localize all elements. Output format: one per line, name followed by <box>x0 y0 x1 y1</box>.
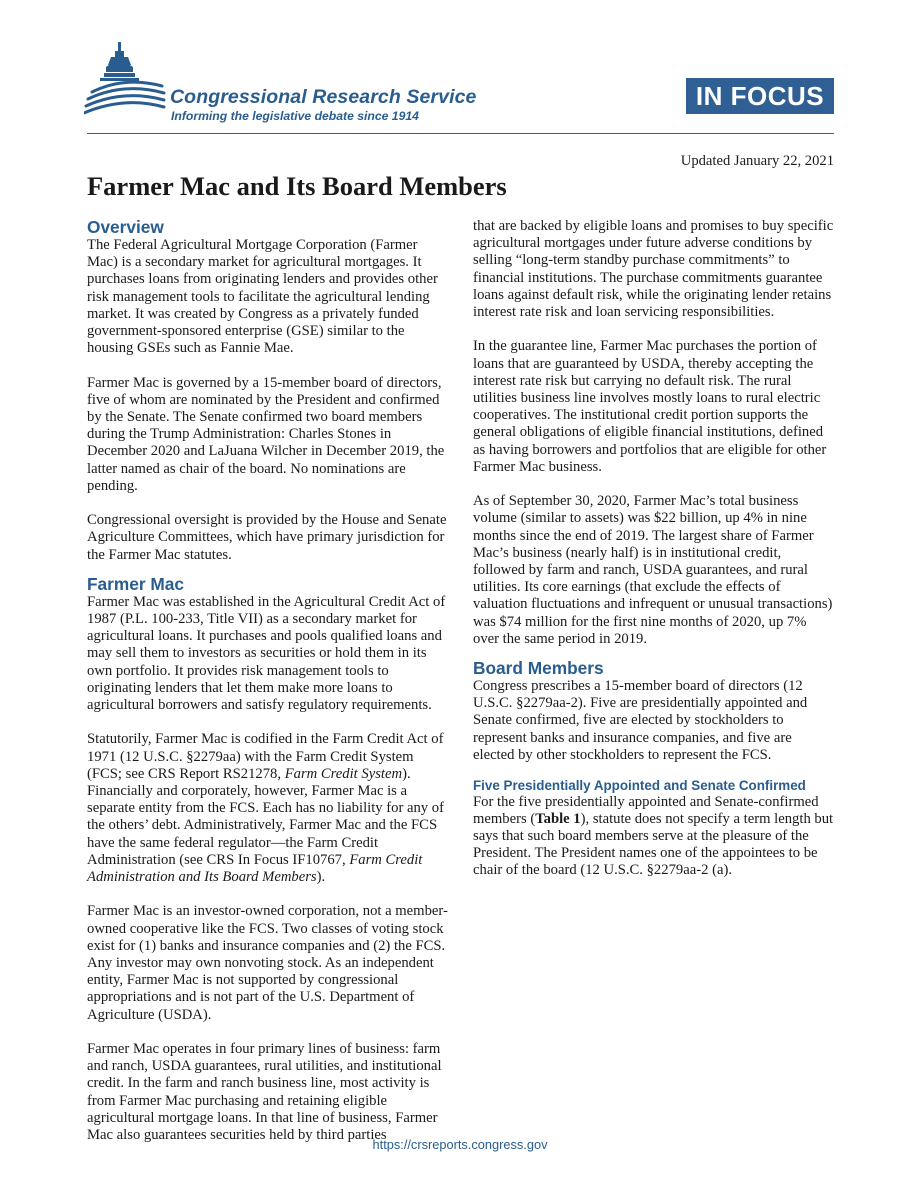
farmer-mac-paragraph-1: Farmer Mac was established in the Agricultural Credit Act of 1987 (P.L. 100-233, Title VII) as a secondary market for agricultural loans. It purchases and pools qualified loans and may sell them to investors as securities or hold them in its own portfolio. It provides risk management tools to originating lenders that let them make more loans to agricultural borrowers and satisfy regulatory requirements. <box>87 593 446 714</box>
capitol-dome-logo <box>84 42 166 118</box>
board-members-heading: Board Members <box>473 658 604 679</box>
updated-date: Updated January 22, 2021 <box>680 153 834 169</box>
org-name: Congressional Research Service <box>170 86 477 108</box>
overview-paragraph-3: Congressional oversight is provided by the House and Senate Agriculture Committees, which have primary jurisdiction for the Farmer Mac statutes. <box>87 512 447 563</box>
farmer-mac-paragraph-2 <box>87 731 449 886</box>
farmer-mac-paragraph-3: Farmer Mac is an investor-owned corporation, not a member-owned cooperative like the FCS. Two classes of voting stock exist for (1) banks and insurance companies and (2) the FCS. Any investor may own nonvoting stock. As an independent entity, Farmer Mac is not supported by congressional appropriations and is not part of the U.S. Department of Agriculture (USDA). <box>87 903 448 1023</box>
fm-p2-text-c: ). Financially and corporately, however, Farmer Mac is a separate entity from the FCS. Each has no liability for any of the others’ debt. Administratively, Farmer Mac and the FCS have the same federal regulator—the Farm Credit Administration (see CRS In Focus IF10767, <box>87 765 444 868</box>
overview-heading: Overview <box>87 217 164 237</box>
right-column <box>473 218 835 897</box>
fm-p2-text-e: ). <box>316 869 326 886</box>
board-paragraph-2 <box>473 794 835 880</box>
org-tagline: Informing the legislative debate since 1914 <box>171 109 419 123</box>
footer-url-link[interactable]: https://crsreports.congress.gov <box>372 1137 548 1152</box>
bp2-text-a: For the five presidentially appointed and Senate-confirmed members ( <box>473 793 819 827</box>
page-title: Farmer Mac and Its Board Members <box>87 171 507 201</box>
right-paragraph-2: In the guarantee line, Farmer Mac purchases the portion of loans that are guaranteed by USDA, thereby accepting the interest rate risk but carrying no default risk. The rural utilities business line involves mostly loans to rural electric cooperatives. The institutional credit portion supports the general obligations of eligible financial institutions, defined as having borrowers and portfolios that are eligible for other Farmer Mac business. <box>473 338 827 475</box>
in-focus-badge: IN FOCUS <box>686 78 834 114</box>
header-rule <box>87 133 834 134</box>
board-paragraph-1: Congress prescribes a 15-member board of directors (12 U.S.C. §2279aa-2). Five are presidentially appointed and Senate confirmed, five are elected by stockholders to represent banks and insurance companies, and five are elected by other stockholders to represent the FCS. <box>473 678 808 763</box>
right-paragraph-1: that are backed by eligible loans and promises to buy specific agricultural mortgages under future adverse conditions by selling “long-term standby purchase commitments” to financial institutions. The purchase commitments guarantee loans against default risk, while the originating lender retains interest rate risk and loan servicing responsibilities. <box>473 218 834 321</box>
right-paragraph-3: As of September 30, 2020, Farmer Mac’s total business volume (similar to assets) was $22 billion, up 4% in nine months since the end of 2019. The largest share of Farmer Mac’s business (nearly half) is in institutional credit, followed by farm and ranch, USDA guarantees, and rural utilities. Its core earnings (that exclude the effects of valuation fluctuations and infrequent or unusual transactions) was $74 million for the first nine months of 2020, up 7% over the same period in 2019. <box>473 493 833 647</box>
table-1-reference: Table 1 <box>535 810 581 827</box>
report-title-fca-board: Farm Credit Administration and Its Board Members <box>87 851 423 886</box>
fm-p2-text-a: Statutorily, Farmer Mac is codified in the Farm Credit Act of 1971 (12 U.S.C. §2279aa) with the Farm Credit System (FCS; see CRS Report RS21278, <box>87 731 444 782</box>
overview-paragraph-1: The Federal Agricultural Mortgage Corporation (Farmer Mac) is a secondary market for agricultural mortgages. It purchases loans from originating lenders and provides other risk management tools to facilitate the agricultural lending market. It was created by Congress as a privately funded government-sponsored enterprise (GSE) similar to the housing GSEs such as Fannie Mae. <box>87 237 438 357</box>
report-title-farm-credit-system: Farm Credit System <box>284 765 403 782</box>
farmer-mac-paragraph-4: Farmer Mac operates in four primary lines of business: farm and ranch, USDA guarantees, rural utilities, and institutional credit. In the farm and ranch business line, most activity is from Farmer Mac purchasing and retaining eligible agricultural mortgage loans. In that line of business, Farmer Mac also guarantees securities held by third parties <box>87 1041 442 1144</box>
bp2-text-c: ), statute does not specify a term length but says that such board members serve at the pleasure of the President. The President names one of the appointees to be chair of the board (12 U.S.C. §2279aa-2 (a). <box>473 810 834 879</box>
left-column <box>87 218 449 1161</box>
presidential-appointees-subheading: Five Presidentially Appointed and Senate Confirmed <box>473 778 806 794</box>
overview-paragraph-2: Farmer Mac is governed by a 15-member board of directors, five of whom are nominated by the President and confirmed by the Senate. The Senate confirmed two board members during the Trump Administration: Charles Stones in December 2020 and LaJuana Wilcher in December 2019, the latter named as chair of the board. No nominations are pending. <box>87 374 445 494</box>
farmer-mac-heading: Farmer Mac <box>87 573 185 594</box>
